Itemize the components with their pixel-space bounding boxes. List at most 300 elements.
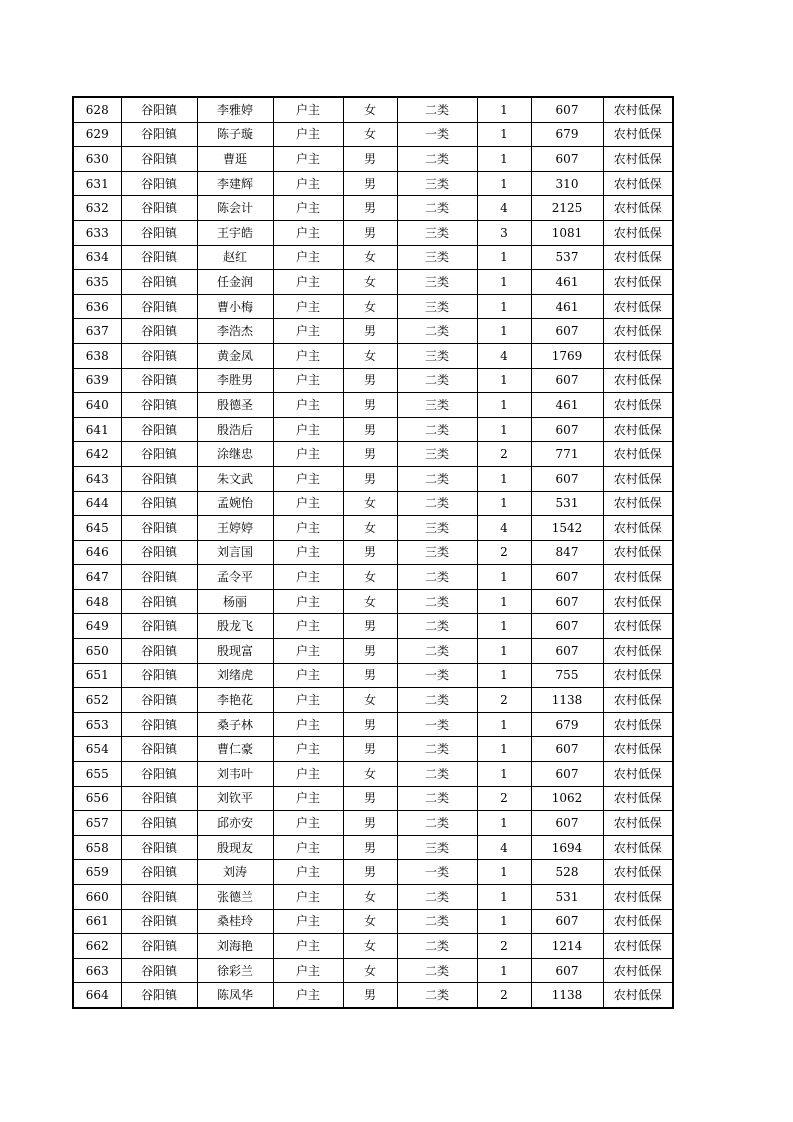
township-cell: 谷阳镇: [121, 811, 197, 836]
name-cell: 邱亦安: [197, 811, 273, 836]
amount-cell: 1694: [531, 835, 603, 860]
assistance-type-cell: 农村低保: [603, 442, 673, 467]
amount-cell: 847: [531, 540, 603, 565]
gender-cell: 女: [343, 270, 397, 295]
relationship-cell: 户主: [273, 589, 343, 614]
gender-cell: 男: [343, 983, 397, 1008]
relationship-cell: 户主: [273, 909, 343, 934]
township-cell: 谷阳镇: [121, 368, 197, 393]
category-cell: 二类: [397, 417, 477, 442]
relationship-cell: 户主: [273, 762, 343, 787]
serial-number-cell: 635: [73, 270, 121, 295]
table-row: [73, 786, 673, 811]
household-size-cell: 1: [477, 245, 531, 270]
amount-cell: 528: [531, 860, 603, 885]
township-cell: 谷阳镇: [121, 516, 197, 541]
township-cell: 谷阳镇: [121, 319, 197, 344]
relationship-cell: 户主: [273, 147, 343, 172]
household-size-cell: 1: [477, 811, 531, 836]
household-size-cell: 4: [477, 196, 531, 221]
township-cell: 谷阳镇: [121, 466, 197, 491]
gender-cell: 男: [343, 196, 397, 221]
township-cell: 谷阳镇: [121, 491, 197, 516]
table-row: [73, 171, 673, 196]
township-cell: 谷阳镇: [121, 737, 197, 762]
serial-number-cell: 632: [73, 196, 121, 221]
relationship-cell: 户主: [273, 97, 343, 122]
household-size-cell: 3: [477, 220, 531, 245]
household-size-cell: 1: [477, 909, 531, 934]
name-cell: 徐彩兰: [197, 958, 273, 983]
category-cell: 一类: [397, 712, 477, 737]
name-cell: 桑子林: [197, 712, 273, 737]
gender-cell: 女: [343, 958, 397, 983]
gender-cell: 女: [343, 343, 397, 368]
assistance-type-cell: 农村低保: [603, 417, 673, 442]
table-row: [73, 958, 673, 983]
assistance-type-cell: 农村低保: [603, 516, 673, 541]
table-row: [73, 343, 673, 368]
name-cell: 李胜男: [197, 368, 273, 393]
amount-cell: 607: [531, 319, 603, 344]
relationship-cell: 户主: [273, 983, 343, 1008]
table-row: [73, 688, 673, 713]
category-cell: 三类: [397, 540, 477, 565]
township-cell: 谷阳镇: [121, 712, 197, 737]
relationship-cell: 户主: [273, 639, 343, 664]
category-cell: 三类: [397, 343, 477, 368]
gender-cell: 女: [343, 245, 397, 270]
serial-number-cell: 645: [73, 516, 121, 541]
table-row: [73, 909, 673, 934]
serial-number-cell: 654: [73, 737, 121, 762]
household-size-cell: 1: [477, 565, 531, 590]
amount-cell: 607: [531, 958, 603, 983]
assistance-type-cell: 农村低保: [603, 909, 673, 934]
household-size-cell: 1: [477, 122, 531, 147]
amount-cell: 607: [531, 147, 603, 172]
relationship-cell: 户主: [273, 614, 343, 639]
table-row: [73, 639, 673, 664]
table-row: [73, 983, 673, 1008]
category-cell: 二类: [397, 368, 477, 393]
table-row: [73, 122, 673, 147]
gender-cell: 男: [343, 663, 397, 688]
relationship-cell: 户主: [273, 491, 343, 516]
household-size-cell: 1: [477, 663, 531, 688]
name-cell: 王婷婷: [197, 516, 273, 541]
amount-cell: 310: [531, 171, 603, 196]
assistance-type-cell: 农村低保: [603, 393, 673, 418]
serial-number-cell: 633: [73, 220, 121, 245]
township-cell: 谷阳镇: [121, 663, 197, 688]
name-cell: 刘涛: [197, 860, 273, 885]
relationship-cell: 户主: [273, 393, 343, 418]
name-cell: 殷现富: [197, 639, 273, 664]
household-size-cell: 1: [477, 393, 531, 418]
relationship-cell: 户主: [273, 737, 343, 762]
assistance-type-cell: 农村低保: [603, 491, 673, 516]
assistance-type-cell: 农村低保: [603, 663, 673, 688]
assistance-type-cell: 农村低保: [603, 540, 673, 565]
amount-cell: 1138: [531, 688, 603, 713]
category-cell: 二类: [397, 688, 477, 713]
amount-cell: 2125: [531, 196, 603, 221]
township-cell: 谷阳镇: [121, 245, 197, 270]
household-size-cell: 1: [477, 294, 531, 319]
table-row: [73, 196, 673, 221]
relationship-cell: 户主: [273, 516, 343, 541]
table-row: [73, 417, 673, 442]
township-cell: 谷阳镇: [121, 885, 197, 910]
amount-cell: 771: [531, 442, 603, 467]
category-cell: 二类: [397, 885, 477, 910]
assistance-type-cell: 农村低保: [603, 811, 673, 836]
amount-cell: 607: [531, 565, 603, 590]
relationship-cell: 户主: [273, 712, 343, 737]
serial-number-cell: 648: [73, 589, 121, 614]
amount-cell: 531: [531, 885, 603, 910]
assistance-type-cell: 农村低保: [603, 147, 673, 172]
category-cell: 二类: [397, 491, 477, 516]
assistance-type-cell: 农村低保: [603, 983, 673, 1008]
township-cell: 谷阳镇: [121, 122, 197, 147]
assistance-type-cell: 农村低保: [603, 737, 673, 762]
name-cell: 陈凤华: [197, 983, 273, 1008]
table-row: [73, 491, 673, 516]
household-size-cell: 1: [477, 762, 531, 787]
assistance-type-cell: 农村低保: [603, 171, 673, 196]
household-size-cell: 1: [477, 885, 531, 910]
records-table-body: [73, 97, 673, 1008]
relationship-cell: 户主: [273, 811, 343, 836]
category-cell: 一类: [397, 663, 477, 688]
gender-cell: 男: [343, 811, 397, 836]
table-row: [73, 393, 673, 418]
gender-cell: 女: [343, 688, 397, 713]
gender-cell: 男: [343, 835, 397, 860]
amount-cell: 679: [531, 712, 603, 737]
relationship-cell: 户主: [273, 196, 343, 221]
name-cell: 李浩杰: [197, 319, 273, 344]
gender-cell: 女: [343, 565, 397, 590]
gender-cell: 男: [343, 639, 397, 664]
relationship-cell: 户主: [273, 885, 343, 910]
category-cell: 二类: [397, 811, 477, 836]
gender-cell: 女: [343, 491, 397, 516]
category-cell: 二类: [397, 737, 477, 762]
serial-number-cell: 636: [73, 294, 121, 319]
relationship-cell: 户主: [273, 442, 343, 467]
amount-cell: 1062: [531, 786, 603, 811]
gender-cell: 男: [343, 171, 397, 196]
table-row: [73, 762, 673, 787]
gender-cell: 男: [343, 466, 397, 491]
household-size-cell: 2: [477, 786, 531, 811]
amount-cell: 1214: [531, 934, 603, 959]
serial-number-cell: 653: [73, 712, 121, 737]
name-cell: 李建辉: [197, 171, 273, 196]
category-cell: 二类: [397, 614, 477, 639]
household-size-cell: 2: [477, 442, 531, 467]
gender-cell: 女: [343, 589, 397, 614]
table-row: [73, 294, 673, 319]
household-size-cell: 1: [477, 860, 531, 885]
name-cell: 曹仁豪: [197, 737, 273, 762]
relationship-cell: 户主: [273, 663, 343, 688]
township-cell: 谷阳镇: [121, 639, 197, 664]
table-row: [73, 97, 673, 122]
category-cell: 二类: [397, 958, 477, 983]
serial-number-cell: 651: [73, 663, 121, 688]
relationship-cell: 户主: [273, 343, 343, 368]
category-cell: 一类: [397, 860, 477, 885]
serial-number-cell: 630: [73, 147, 121, 172]
name-cell: 刘绪虎: [197, 663, 273, 688]
category-cell: 二类: [397, 786, 477, 811]
gender-cell: 男: [343, 220, 397, 245]
township-cell: 谷阳镇: [121, 540, 197, 565]
gender-cell: 男: [343, 860, 397, 885]
relationship-cell: 户主: [273, 466, 343, 491]
serial-number-cell: 638: [73, 343, 121, 368]
township-cell: 谷阳镇: [121, 860, 197, 885]
assistance-type-cell: 农村低保: [603, 196, 673, 221]
category-cell: 二类: [397, 983, 477, 1008]
name-cell: 黄金凤: [197, 343, 273, 368]
assistance-type-cell: 农村低保: [603, 319, 673, 344]
amount-cell: 607: [531, 639, 603, 664]
amount-cell: 607: [531, 811, 603, 836]
household-size-cell: 2: [477, 983, 531, 1008]
relationship-cell: 户主: [273, 958, 343, 983]
name-cell: 任金润: [197, 270, 273, 295]
serial-number-cell: 660: [73, 885, 121, 910]
name-cell: 桑桂玲: [197, 909, 273, 934]
table-row: [73, 220, 673, 245]
township-cell: 谷阳镇: [121, 196, 197, 221]
household-size-cell: 1: [477, 958, 531, 983]
household-size-cell: 2: [477, 540, 531, 565]
category-cell: 二类: [397, 147, 477, 172]
amount-cell: 461: [531, 294, 603, 319]
amount-cell: 607: [531, 466, 603, 491]
amount-cell: 1081: [531, 220, 603, 245]
category-cell: 一类: [397, 122, 477, 147]
table-row: [73, 934, 673, 959]
name-cell: 赵红: [197, 245, 273, 270]
gender-cell: 男: [343, 319, 397, 344]
gender-cell: 女: [343, 934, 397, 959]
table-row: [73, 147, 673, 172]
relationship-cell: 户主: [273, 786, 343, 811]
name-cell: 刘言国: [197, 540, 273, 565]
amount-cell: 1542: [531, 516, 603, 541]
name-cell: 曹小梅: [197, 294, 273, 319]
assistance-type-cell: 农村低保: [603, 343, 673, 368]
gender-cell: 男: [343, 442, 397, 467]
assistance-type-cell: 农村低保: [603, 466, 673, 491]
assistance-type-cell: 农村低保: [603, 762, 673, 787]
table-row: [73, 466, 673, 491]
household-size-cell: 1: [477, 417, 531, 442]
household-size-cell: 4: [477, 516, 531, 541]
serial-number-cell: 646: [73, 540, 121, 565]
category-cell: 二类: [397, 639, 477, 664]
serial-number-cell: 637: [73, 319, 121, 344]
household-size-cell: 1: [477, 737, 531, 762]
household-size-cell: 2: [477, 688, 531, 713]
township-cell: 谷阳镇: [121, 934, 197, 959]
serial-number-cell: 655: [73, 762, 121, 787]
table-row: [73, 860, 673, 885]
relationship-cell: 户主: [273, 835, 343, 860]
name-cell: 王宇皓: [197, 220, 273, 245]
name-cell: 涂继忠: [197, 442, 273, 467]
amount-cell: 755: [531, 663, 603, 688]
gender-cell: 女: [343, 516, 397, 541]
gender-cell: 女: [343, 122, 397, 147]
assistance-type-cell: 农村低保: [603, 122, 673, 147]
assistance-type-cell: 农村低保: [603, 786, 673, 811]
gender-cell: 女: [343, 294, 397, 319]
serial-number-cell: 647: [73, 565, 121, 590]
assistance-type-cell: 农村低保: [603, 97, 673, 122]
serial-number-cell: 656: [73, 786, 121, 811]
gender-cell: 男: [343, 786, 397, 811]
table-row: [73, 245, 673, 270]
township-cell: 谷阳镇: [121, 393, 197, 418]
category-cell: 三类: [397, 245, 477, 270]
assistance-type-cell: 农村低保: [603, 368, 673, 393]
township-cell: 谷阳镇: [121, 97, 197, 122]
table-row: [73, 663, 673, 688]
table-row: [73, 565, 673, 590]
amount-cell: 607: [531, 737, 603, 762]
household-size-cell: 1: [477, 639, 531, 664]
relationship-cell: 户主: [273, 270, 343, 295]
assistance-type-cell: 农村低保: [603, 639, 673, 664]
township-cell: 谷阳镇: [121, 983, 197, 1008]
amount-cell: 607: [531, 589, 603, 614]
table-row: [73, 516, 673, 541]
name-cell: 李雅婷: [197, 97, 273, 122]
gender-cell: 男: [343, 614, 397, 639]
amount-cell: 607: [531, 909, 603, 934]
amount-cell: 537: [531, 245, 603, 270]
amount-cell: 607: [531, 368, 603, 393]
category-cell: 三类: [397, 270, 477, 295]
gender-cell: 女: [343, 909, 397, 934]
table-row: [73, 540, 673, 565]
name-cell: 曹逛: [197, 147, 273, 172]
category-cell: 三类: [397, 516, 477, 541]
assistance-type-cell: 农村低保: [603, 885, 673, 910]
household-size-cell: 1: [477, 712, 531, 737]
household-size-cell: 1: [477, 589, 531, 614]
category-cell: 二类: [397, 196, 477, 221]
category-cell: 二类: [397, 934, 477, 959]
household-size-cell: 1: [477, 614, 531, 639]
serial-number-cell: 663: [73, 958, 121, 983]
amount-cell: 1769: [531, 343, 603, 368]
township-cell: 谷阳镇: [121, 835, 197, 860]
category-cell: 二类: [397, 909, 477, 934]
table-row: [73, 712, 673, 737]
table-row: [73, 835, 673, 860]
household-size-cell: 1: [477, 147, 531, 172]
table-row: [73, 270, 673, 295]
household-size-cell: 4: [477, 343, 531, 368]
serial-number-cell: 659: [73, 860, 121, 885]
table-row: [73, 589, 673, 614]
household-size-cell: 1: [477, 466, 531, 491]
assistance-type-cell: 农村低保: [603, 565, 673, 590]
name-cell: 刘韦叶: [197, 762, 273, 787]
township-cell: 谷阳镇: [121, 565, 197, 590]
household-size-cell: 1: [477, 368, 531, 393]
assistance-type-cell: 农村低保: [603, 712, 673, 737]
relationship-cell: 户主: [273, 565, 343, 590]
township-cell: 谷阳镇: [121, 762, 197, 787]
name-cell: 孟婉怡: [197, 491, 273, 516]
assistance-type-cell: 农村低保: [603, 245, 673, 270]
relationship-cell: 户主: [273, 122, 343, 147]
gender-cell: 男: [343, 393, 397, 418]
gender-cell: 男: [343, 712, 397, 737]
category-cell: 三类: [397, 835, 477, 860]
assistance-type-cell: 农村低保: [603, 220, 673, 245]
amount-cell: 531: [531, 491, 603, 516]
township-cell: 谷阳镇: [121, 589, 197, 614]
category-cell: 三类: [397, 393, 477, 418]
gender-cell: 男: [343, 417, 397, 442]
serial-number-cell: 631: [73, 171, 121, 196]
name-cell: 朱文武: [197, 466, 273, 491]
township-cell: 谷阳镇: [121, 786, 197, 811]
relationship-cell: 户主: [273, 171, 343, 196]
table-row: [73, 811, 673, 836]
category-cell: 二类: [397, 466, 477, 491]
household-size-cell: 2: [477, 934, 531, 959]
gender-cell: 男: [343, 540, 397, 565]
table-row: [73, 368, 673, 393]
serial-number-cell: 650: [73, 639, 121, 664]
table-row: [73, 442, 673, 467]
relationship-cell: 户主: [273, 319, 343, 344]
gender-cell: 男: [343, 147, 397, 172]
relationship-cell: 户主: [273, 688, 343, 713]
relationship-cell: 户主: [273, 220, 343, 245]
serial-number-cell: 642: [73, 442, 121, 467]
amount-cell: 607: [531, 97, 603, 122]
assistance-type-cell: 农村低保: [603, 688, 673, 713]
household-size-cell: 1: [477, 171, 531, 196]
name-cell: 殷龙飞: [197, 614, 273, 639]
township-cell: 谷阳镇: [121, 909, 197, 934]
township-cell: 谷阳镇: [121, 343, 197, 368]
amount-cell: 461: [531, 393, 603, 418]
assistance-type-cell: 农村低保: [603, 589, 673, 614]
township-cell: 谷阳镇: [121, 688, 197, 713]
serial-number-cell: 640: [73, 393, 121, 418]
name-cell: 陈子璇: [197, 122, 273, 147]
amount-cell: 461: [531, 270, 603, 295]
township-cell: 谷阳镇: [121, 220, 197, 245]
township-cell: 谷阳镇: [121, 442, 197, 467]
relationship-cell: 户主: [273, 368, 343, 393]
name-cell: 李艳花: [197, 688, 273, 713]
